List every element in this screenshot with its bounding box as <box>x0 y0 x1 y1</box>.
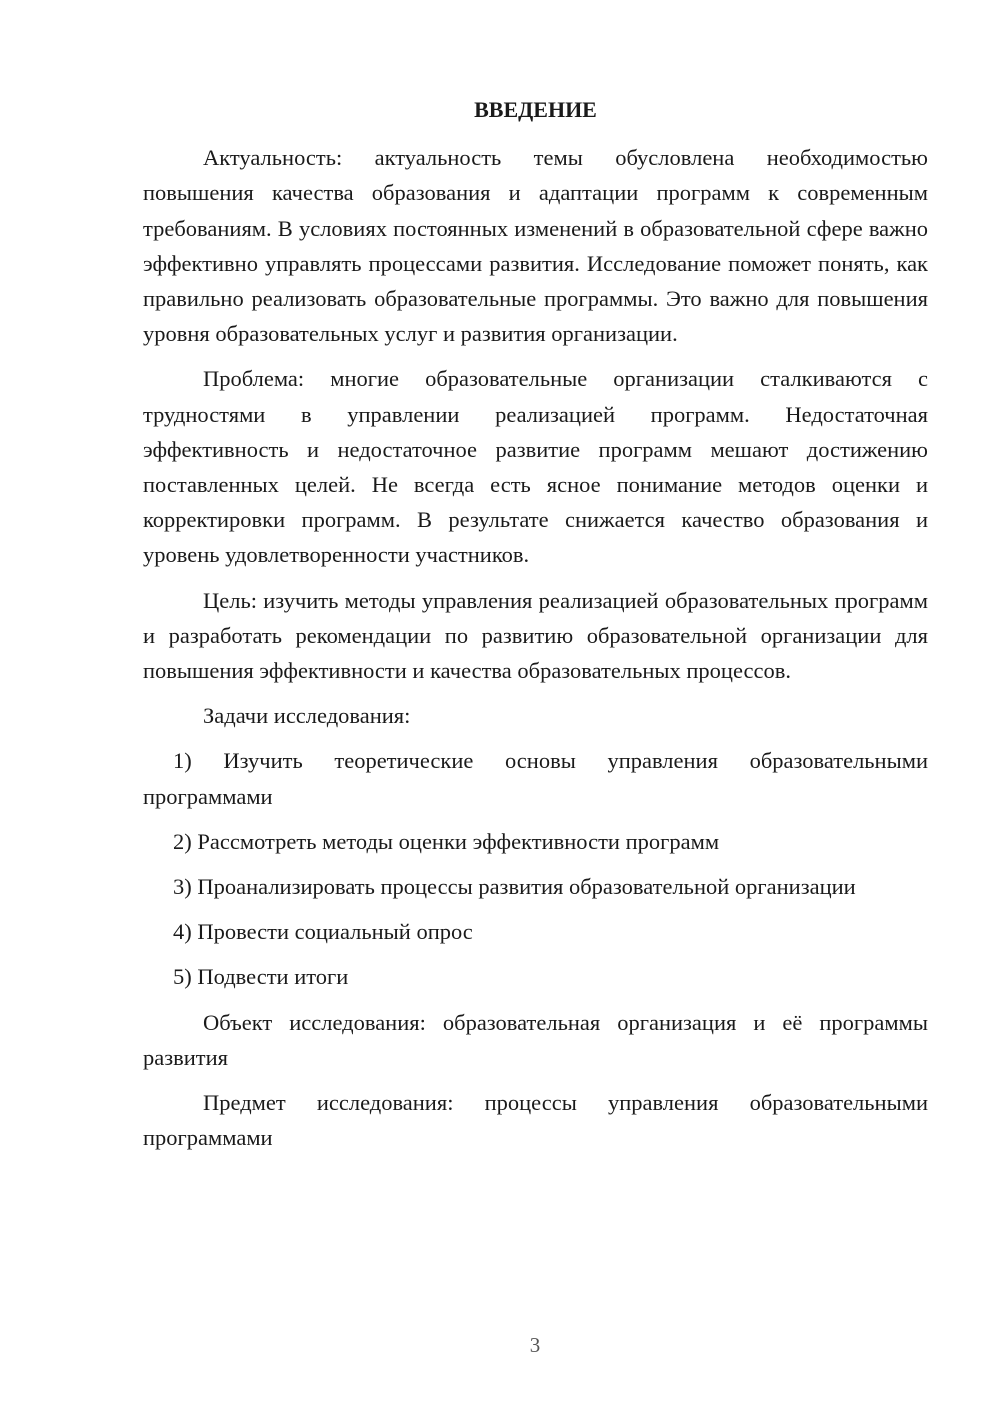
goal-paragraph: Цель: изучить методы управления реализацией образовательных программ и разработать рекомендации по развитию образовательной организации для повышения эффективности и качества образовательных процессов. <box>143 587 928 684</box>
task-item-4: 4) Провести социальный опрос <box>173 919 473 945</box>
task-item-3: 3) Проанализировать процессы развития образовательной организации <box>173 874 856 900</box>
task-item-5: 5) Подвести итоги <box>173 964 349 990</box>
relevance-paragraph: Актуальность: актуальность темы обусловлена необходимостью повышения качества образования и адаптации программ к современным требованиям. В условиях постоянных изменений в образовательной сфере важно эффективно управлять процессами развития. Исследование поможет понять, как правильно реализовать образовательные программы. Это важно для повышения уровня образовательных услуг и развития организации. <box>143 145 928 347</box>
subject-paragraph: Предмет исследования: процессы управления образовательными программами <box>143 1090 928 1151</box>
object-paragraph: Объект исследования: образовательная организация и её программы развития <box>143 1009 928 1070</box>
tasks-heading: Задачи исследования: <box>203 703 411 729</box>
problem-paragraph: Проблема: многие образовательные организации сталкиваются с трудностями в управлении реализацией программ. Недостаточная эффективность и недостаточное развитие программ мешают достижению поставленных целей. Не всегда есть ясное понимание методов оценки и корректировки программ. В результате снижается качество образования и уровень удовлетворенности участников. <box>143 366 928 568</box>
page-number: 3 <box>529 1333 541 1357</box>
document-page <box>143 92 928 1165</box>
page-title: ВВЕДЕНИЕ <box>474 97 597 122</box>
task-item-1: 1) Изучить теоретические основы управления образовательными программами <box>143 748 928 809</box>
task-item-2: 2) Рассмотреть методы оценки эффективности программ <box>173 828 720 854</box>
tasks-list <box>143 743 928 994</box>
